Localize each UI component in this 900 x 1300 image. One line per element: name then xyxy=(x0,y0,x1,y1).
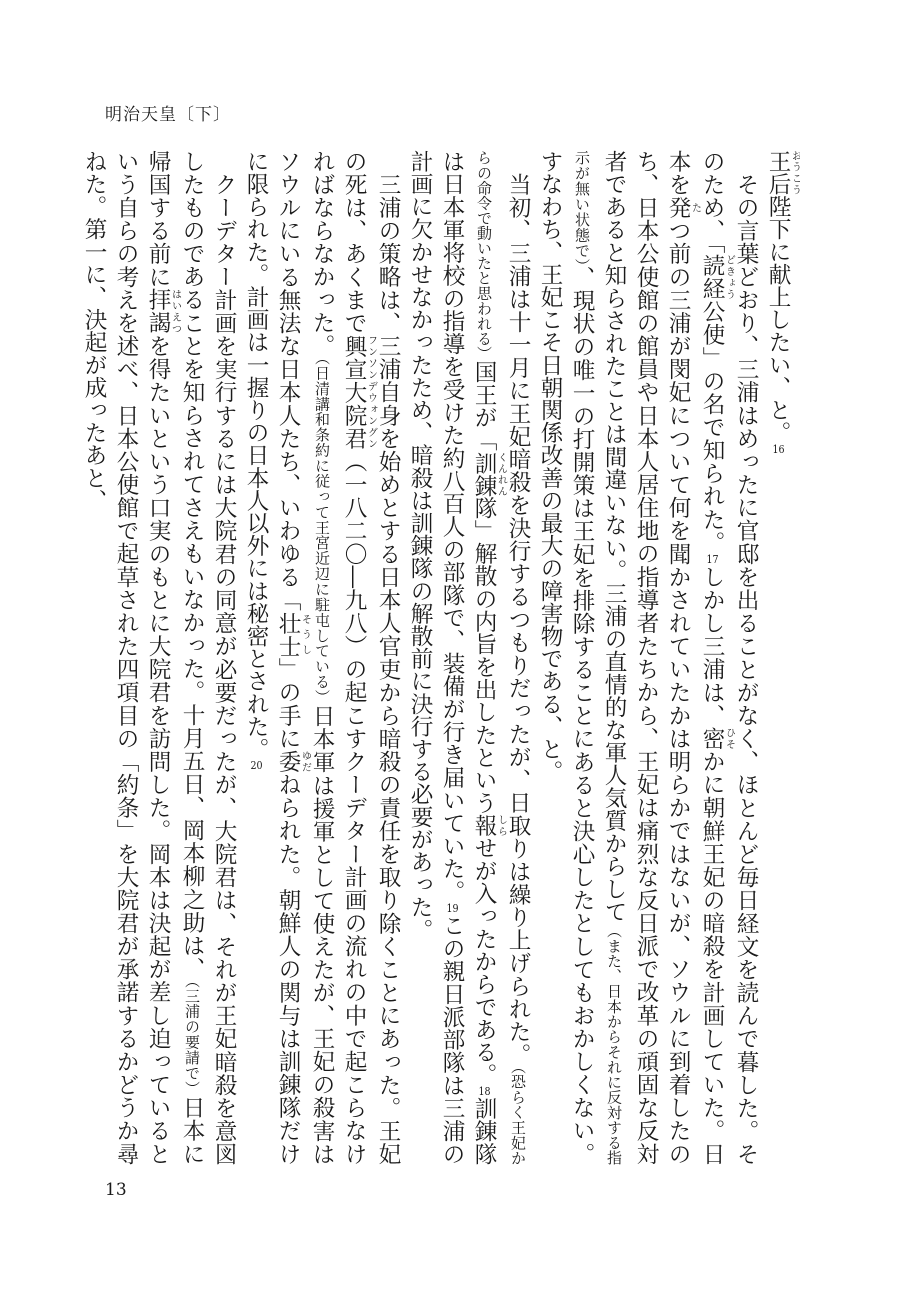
paragraph-5: クーデター計画を実行するには大院君の同意が必要だったが、大院君は、それが王妃暗殺を意図したものであることを知らされてさえもいなかった。十月五日、岡本柳之助は、（三浦の要請で）日本に帰国する前に拝謁はいえつを得たいという口実のもとに大院君を訪問した。岡本は決起が差し迫っているという自らの考えを述べ、日本公使館で起草された四項目の「約条」を大院君が承諾するかどうか尋ねた。第一に、決起が成ったあと、 xyxy=(81,150,237,1165)
ruby-word: 拝謁はいえつ xyxy=(145,288,181,335)
paragraph-4: 三浦の策略は、三浦自身を始めとする日本人官吏から暗殺の責任を取り除くことにあった。王妃の死は、あくまで興宣大院君フンソンデウォングン（一八二〇―九八）の起こすクーデター計画の流れの中で起こらなければならなかった。（日清講和条約に従って王宮近辺に駐屯している）日本軍は援軍として使えたが、王妃の殺害はソウルにいる無法な日本人たち、いわゆる「壮士そうし」の手に委ゆだねられた。朝鮮人の関与は訓錬隊だけに限られた。計画は一握りの日本人以外には秘密とされた。20 xyxy=(243,150,401,1165)
paragraph-3: 当初、三浦は十一月に王妃暗殺を決行するつもりだったが、日取りは繰り上げられた。（恐らく王妃からの命令で動いたと思われる）国王が「訓錬くんれん隊」解散の内旨を出したという報しらせが入ったからである。18訓錬隊は日本軍将校の指導を受けた約八百人の部隊で、装備が行き届いていた。19この親日派部隊は三浦の計画に欠かせなかったため、暗殺は訓錬隊の解散前に決行する必要があった。 xyxy=(407,150,531,1165)
ruby-word: 興宣大院君フンソンデウォングン xyxy=(341,334,377,451)
note-marker: 20 xyxy=(250,760,263,772)
ruby-word: 王后おうこう xyxy=(765,150,800,196)
body-text xyxy=(80,150,800,1165)
paragraph-1: 王后おうこう陛下に献上したい、と。16 xyxy=(765,150,800,455)
page-number: 13 xyxy=(105,1180,127,1200)
running-head: 明治天皇〔下〕 xyxy=(105,105,231,125)
inline-aside: （また、日本からそれに反対する指示が無い状態で） xyxy=(573,150,623,1165)
paragraph-2: その言葉どおり、三浦はめったに官邸を出ることがなく、ほとんど毎日経文を読んで暮した。そのため、「読経どきょう公使」の名で知られた。17しかし三浦は、密ひそかに朝鮮王妃の暗殺を計画していた。日本を発たつ前の三浦が閔妃について何を聞かされていたかは明らかではないが、ソウルに到着したのち、日本公使館の館員や日本人居住地の指導者たちから、王妃は痛烈な反日派で改革の頑固な反対者であると知らされたことは間違いない。三浦の直情的な軍人気質からして（また、日本からそれに反対する指示が無い状態で）、現状の唯一の打開策は王妃を排除することにあると決心したとしてもおかしくない。すなわち、王妃こそ日朝関係改善の最大の障害物である、と。 xyxy=(537,150,759,1165)
inline-aside: （日清講和条約に従って王宮近辺に駐屯している） xyxy=(313,357,331,705)
note-marker: 16 xyxy=(772,443,785,455)
inline-aside: （恐らく王妃からの命令で動いたと思われる） xyxy=(475,150,527,1165)
ruby-word: 密ひそ xyxy=(699,727,735,751)
ruby-word: 壮士そうし xyxy=(275,611,311,658)
ruby-word: 読経どきょう xyxy=(699,254,735,301)
note-marker: 18 xyxy=(478,1086,491,1098)
ruby-word: 発た xyxy=(665,196,701,220)
note-marker: 19 xyxy=(446,902,459,914)
ruby-word: 訓錬くんれん xyxy=(471,451,507,497)
ruby-word: 委ゆだ xyxy=(275,750,311,774)
ruby-word: 報しら xyxy=(471,814,507,837)
inline-aside: （三浦の要請で） xyxy=(183,980,201,1097)
note-marker: 17 xyxy=(706,554,719,566)
